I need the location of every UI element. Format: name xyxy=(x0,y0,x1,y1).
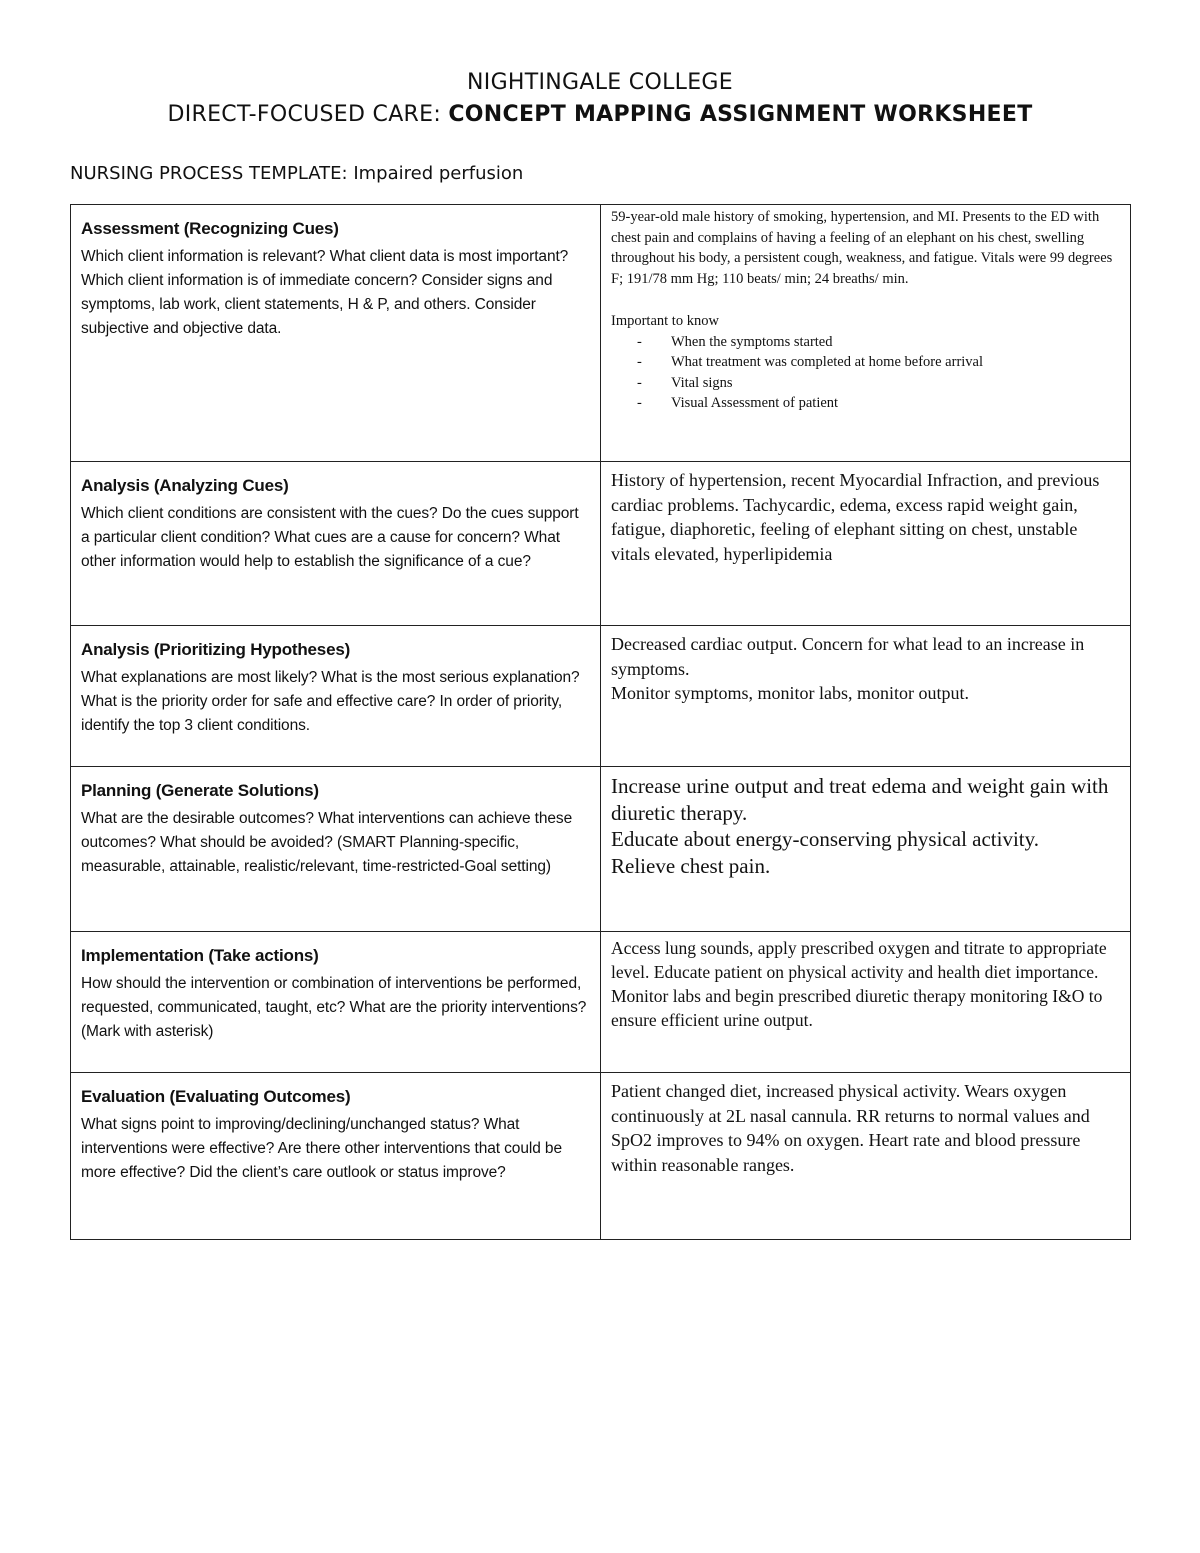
row-heading: Planning (Generate Solutions) xyxy=(81,781,319,800)
list-item xyxy=(637,352,1130,373)
row-heading: Implementation (Take actions) xyxy=(81,946,319,965)
evaluation-prompt-cell xyxy=(71,1073,601,1240)
table-row xyxy=(71,932,1131,1073)
row-heading: Assessment (Recognizing Cues) xyxy=(81,219,339,238)
list-item xyxy=(637,332,1130,353)
analysis-cues-prompt-cell xyxy=(71,462,601,626)
row-answer-line: Educate about energy-conserving physical activity. xyxy=(611,827,1040,851)
row-answer-line: Increase urine output and treat edema and weight gain with diuretic therapy. xyxy=(611,774,1109,825)
worksheet-title-bold: CONCEPT MAPPING ASSIGNMENT WORKSHEET xyxy=(448,102,1033,127)
row-question: What signs point to improving/declining/unchanged status? What interventions were effective? Are there other interventions that could be more effective? Did the client’s care outlook or status improve? xyxy=(81,1116,562,1181)
planning-answer-cell xyxy=(601,767,1131,932)
row-question: Which client information is relevant? What client data is most important? Which client information is of immediate concern? Consider signs and symptoms, lab work, client statements, H & P, and others. Consider subjective and objective data. xyxy=(81,248,569,337)
row-question: What are the desirable outcomes? What interventions can achieve these outcomes? What should be avoided? (SMART Planning-specific, measurable, attainable, realistic/relevant, time-restricted-Goal setting) xyxy=(81,810,573,875)
table-row xyxy=(71,767,1131,932)
list-item-text: Vital signs xyxy=(671,374,733,391)
analysis-cues-answer-cell xyxy=(601,462,1131,626)
row-answer: 59-year-old male history of smoking, hypertension, and MI. Presents to the ED with chest pain and complains of having a feeling of an elephant on his chest, swelling throughout his body, a persistent cough, weakness, and fatigue. Vitals were 99 degrees F; 191/78 mm Hg; 110 beats/ min; 24 breaths/ min. xyxy=(611,209,1113,287)
list-item xyxy=(637,393,1130,414)
analysis-hypotheses-prompt-cell xyxy=(71,626,601,767)
bullet-dash: - xyxy=(637,395,642,411)
row-question: Which client conditions are consistent with the cues? Do the cues support a particular client condition? What cues are a cause for concern? What other information would help to establish the significance of a cue? xyxy=(81,505,579,570)
row-heading: Evaluation (Evaluating Outcomes) xyxy=(81,1087,351,1106)
template-label: NURSING PROCESS TEMPLATE: xyxy=(70,163,354,184)
row-heading: Analysis (Analyzing Cues) xyxy=(81,476,289,495)
list-item-text: Visual Assessment of patient xyxy=(671,395,839,411)
list-item xyxy=(637,373,1130,394)
row-answer-line: Relieve chest pain. xyxy=(611,853,771,878)
row-answer: History of hypertension, recent Myocardial Infraction, and previous cardiac problems. Tachycardic, edema, excess rapid weight gain, fatigue, diaphoretic, feeling of elephant sitting on chest, unstable vitals elevated, hyperlipidemia xyxy=(611,470,1100,564)
table-row xyxy=(71,1073,1131,1240)
table-row xyxy=(71,626,1131,767)
evaluation-answer-cell xyxy=(601,1073,1131,1240)
template-value: Impaired perfusion xyxy=(353,163,524,184)
bullet-dash: - xyxy=(637,374,642,391)
row-question: What explanations are most likely? What is the most serious explanation? What is the priority order for safe and effective care? In order of priority, identify the top 3 client conditions. xyxy=(81,669,580,734)
table-row xyxy=(71,205,1131,462)
row-answer-line: Monitor symptoms, monitor labs, monitor output. xyxy=(611,683,970,703)
implementation-prompt-cell xyxy=(71,932,601,1073)
row-answer: Patient changed diet, increased physical activity. Wears oxygen continuously at 2L nasal cannula. RR returns to normal values and SpO2 improves to 94% on oxygen. Heart rate and blood pressure within reasonable ranges. xyxy=(611,1081,1090,1175)
planning-prompt-cell xyxy=(71,767,601,932)
important-label: Important to know xyxy=(611,313,719,329)
important-list xyxy=(601,332,1130,414)
bullet-dash: - xyxy=(637,354,642,370)
worksheet-title-prefix: DIRECT-FOCUSED CARE: xyxy=(167,102,449,127)
list-item-text: When the symptoms started xyxy=(671,333,833,350)
row-heading: Analysis (Prioritizing Hypotheses) xyxy=(81,640,351,659)
table-row xyxy=(71,462,1131,626)
spacer xyxy=(601,289,1130,309)
analysis-hypotheses-answer-cell xyxy=(601,626,1131,767)
college-title: NIGHTINGALE COLLEGE xyxy=(467,70,733,95)
worksheet-title xyxy=(0,102,1200,127)
assessment-answer-cell xyxy=(601,205,1131,462)
assessment-prompt-cell xyxy=(71,205,601,462)
row-answer-line: Decreased cardiac output. Concern for what lead to an increase in symptoms. xyxy=(611,634,1085,679)
template-line xyxy=(70,163,523,184)
row-question: How should the intervention or combination of interventions be performed, requested, communicated, taught, etc? What are the priority interventions? (Mark with asterisk) xyxy=(81,975,587,1040)
list-item-text: What treatment was completed at home before arrival xyxy=(671,354,984,370)
bullet-dash: - xyxy=(637,333,642,350)
row-answer: Access lung sounds, apply prescribed oxygen and titrate to appropriate level. Educate patient on physical activity and health diet importance. Monitor labs and begin prescribed diuretic therapy monitoring I&O to ensure efficient urine output. xyxy=(611,938,1107,1030)
nursing-process-table xyxy=(70,204,1131,1240)
implementation-answer-cell xyxy=(601,932,1131,1073)
